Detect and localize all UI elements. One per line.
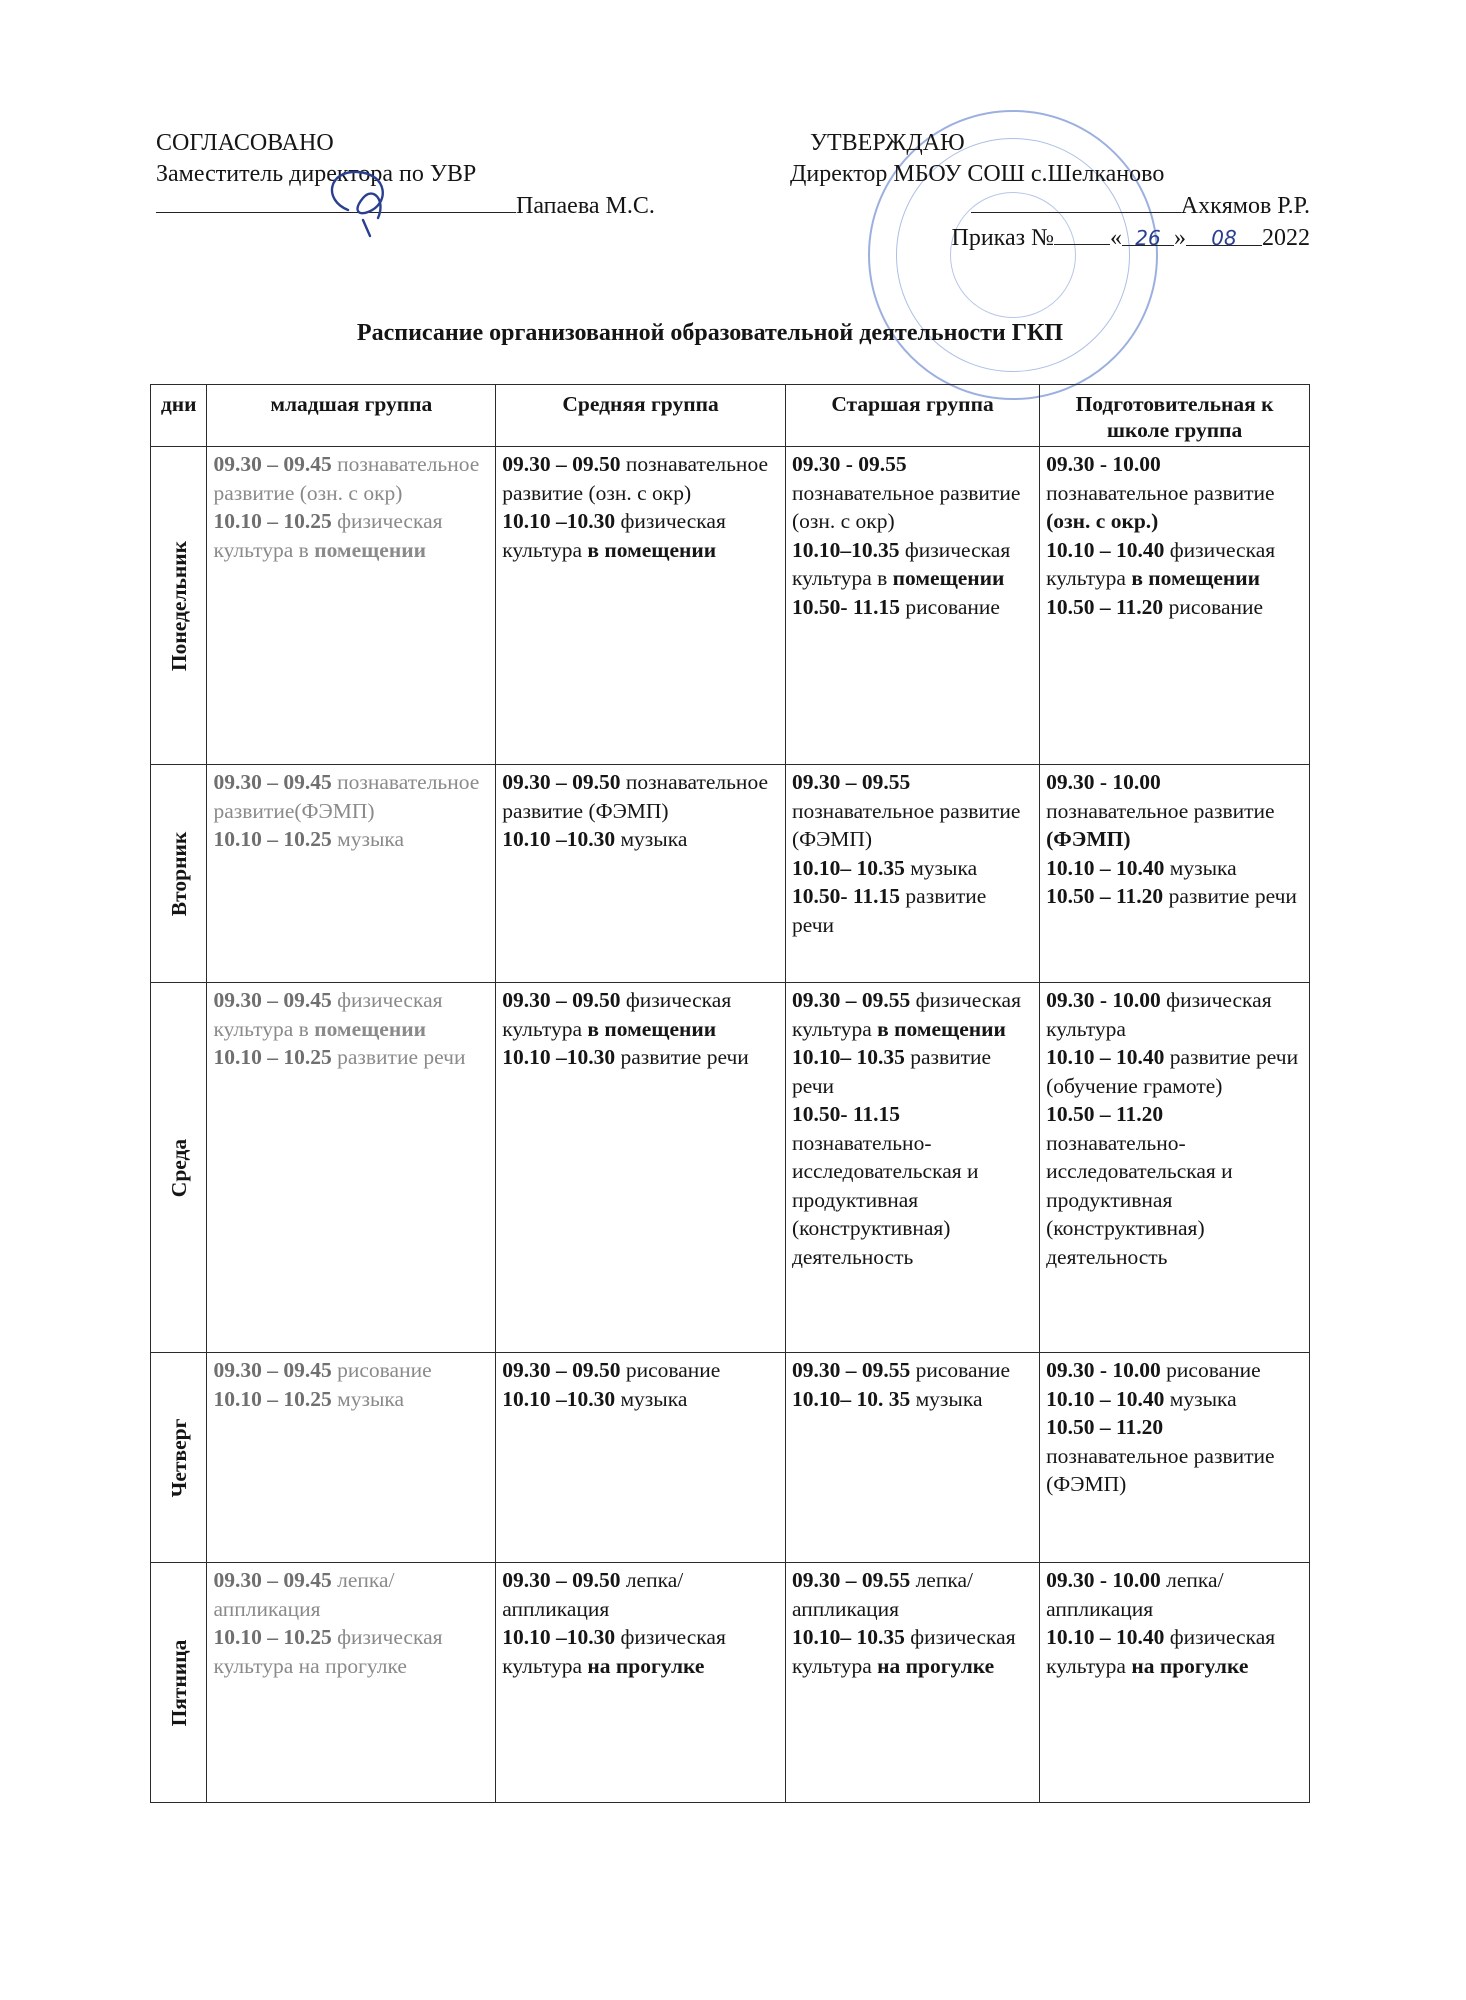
slot-activity: познавательное развитие (озн. с окр) [213, 452, 480, 505]
slot-time: 10.10 –10.30 [502, 1045, 616, 1069]
slot-location: на прогулке [587, 1653, 705, 1678]
slot-time: 09.30 - 09.55 [791, 452, 907, 476]
slot-activity: физическая культура [1046, 1625, 1276, 1678]
activity-slot [792, 593, 1033, 622]
schedule-cell-senior [785, 447, 1039, 765]
schedule-cell-prep [1040, 983, 1310, 1353]
slot-time: 10.50 – 11.20 [1046, 884, 1164, 908]
slot-activity: физическая культура [502, 1625, 726, 1678]
schedule-cell-prep [1040, 1563, 1310, 1803]
slot-activity: развитие речи [791, 1045, 992, 1098]
slot-activity: познавательное развитие (ФЭМП) [791, 798, 1021, 851]
slot-activity: музыка [620, 827, 688, 851]
slot-time: 10.10 – 10.25 [213, 827, 332, 851]
slot-location: помещении [314, 537, 426, 562]
activity-slot [792, 882, 1033, 939]
slot-activity: физическая культура [1046, 988, 1272, 1041]
approval-right [790, 128, 1310, 254]
schedule-cell-senior [785, 765, 1039, 983]
activity-slot [213, 1356, 489, 1385]
order-year: 2022 [1262, 225, 1310, 251]
activity-slot [213, 986, 489, 1043]
activity-slot [1046, 882, 1303, 911]
slot-time: 09.30 – 09.45 [213, 452, 332, 476]
schedule-cell-prep [1040, 447, 1310, 765]
activity-slot [213, 768, 489, 825]
slot-activity: познавательно-исследовательская и продуктивная (конструктивная) деятельность [1046, 1130, 1233, 1269]
slot-time: 09.30 – 09.50 [502, 988, 621, 1012]
slot-time: 09.30 – 09.55 [791, 988, 911, 1012]
slot-time: 09.30 - 10.00 [1046, 1568, 1161, 1592]
slot-location: в помещении [877, 1016, 1006, 1041]
slot-time: 09.30 – 09.50 [502, 1358, 621, 1382]
slot-location: на прогулке [877, 1653, 995, 1678]
activity-slot [502, 450, 779, 507]
slot-time: 10.10 –10.30 [502, 827, 616, 851]
slot-time: 09.30 – 09.50 [502, 1568, 621, 1592]
activity-slot [502, 1385, 779, 1414]
activity-slot [792, 450, 1033, 536]
slot-time: 10.10– 10.35 [791, 1045, 905, 1069]
activity-slot [502, 768, 779, 825]
deputy-position: Заместитель директора по УВР [156, 161, 477, 187]
slot-activity: рисование [625, 1358, 721, 1382]
activity-slot [1046, 1413, 1303, 1499]
day-cell [151, 983, 207, 1353]
activity-slot [1046, 1566, 1303, 1623]
day-label: Вторник [166, 831, 191, 916]
day-cell [151, 1353, 207, 1563]
activity-slot [792, 854, 1033, 883]
slot-activity: развитие речи [337, 1045, 466, 1069]
slot-activity: познавательное развитие (озн. с окр) [502, 452, 768, 505]
activity-slot [213, 1043, 489, 1072]
slot-time: 10.50- 11.15 [791, 594, 901, 619]
slot-activity: лепка/ аппликация [791, 1568, 973, 1621]
schedule-cell-junior [207, 1353, 496, 1563]
slot-activity: развитие речи [620, 1045, 749, 1069]
slot-location: в помещении [587, 1016, 717, 1041]
slot-activity: музыка [1169, 1386, 1237, 1411]
schedule-table [150, 384, 1310, 1803]
slot-time: 10.10 – 10.25 [213, 509, 332, 533]
day-row [151, 983, 1310, 1353]
day-cell [151, 447, 207, 765]
day-row [151, 447, 1310, 765]
slot-activity: физическая культура в [213, 509, 443, 562]
activity-slot [213, 507, 489, 564]
slot-time: 10.10– 10. 35 [791, 1386, 911, 1411]
activity-slot [792, 1566, 1033, 1623]
slot-activity: познавательное развитие (ФЭМП) [1046, 1443, 1275, 1496]
slot-activity: познавательное развитие(ФЭМП) [213, 770, 480, 823]
slot-time: 09.30 – 09.45 [213, 770, 332, 794]
activity-slot [1046, 986, 1303, 1043]
slot-activity: развитие речи [1168, 884, 1297, 908]
deputy-signature-line [156, 190, 716, 222]
slot-time: 09.30 – 09.45 [213, 1568, 332, 1592]
slot-location: в помещении [587, 537, 717, 562]
slot-location: в помещении [1131, 566, 1261, 590]
order-prefix: Приказ № [951, 225, 1054, 251]
slot-activity: физическая культура [1046, 537, 1276, 590]
agreed-label: СОГЛАСОВАНО [156, 130, 334, 156]
slot-time: 09.30 - 10.00 [1046, 1358, 1161, 1382]
activity-slot [792, 768, 1033, 854]
activity-slot [792, 1043, 1033, 1100]
slot-activity: физическая культура [502, 509, 726, 562]
slot-activity: лепка/ аппликация [213, 1568, 395, 1621]
slot-activity: лепка/ аппликация [502, 1568, 684, 1621]
slot-activity: рисование [337, 1358, 432, 1382]
col-header-junior: младшая группа [207, 385, 496, 447]
schedule-cell-prep [1040, 765, 1310, 983]
activity-slot [792, 1623, 1033, 1680]
activity-slot [792, 536, 1033, 593]
slot-time: 10.10– 10.35 [791, 1625, 905, 1649]
schedule-cell-senior [785, 1353, 1039, 1563]
slot-time: 10.10 –10.30 [502, 1625, 616, 1649]
schedule-cell-junior [207, 983, 496, 1353]
slot-activity: познавательное развитие (озн. с окр) [791, 480, 1021, 533]
slot-time: 10.50 – 11.20 [1046, 1415, 1164, 1439]
activity-slot [792, 986, 1033, 1043]
activity-slot [1046, 1623, 1303, 1680]
activity-slot [1046, 854, 1303, 883]
activity-slot [792, 1100, 1033, 1271]
schedule-cell-junior [207, 1563, 496, 1803]
slot-time: 10.10 –10.30 [502, 509, 616, 533]
col-header-prep: Подготовительная к школе группа [1040, 385, 1310, 447]
activity-slot [1046, 450, 1303, 536]
slot-time: 09.30 – 09.55 [791, 1358, 911, 1382]
activity-slot [213, 1623, 489, 1680]
slot-activity: физическая культура [791, 988, 1021, 1041]
slot-activity: музыка [910, 855, 978, 880]
schedule-cell-middle [496, 1353, 786, 1563]
col-header-senior: Старшая группа [785, 385, 1039, 447]
order-line: Приказ № « 26 » 08 2022 [790, 222, 1310, 254]
schedule-cell-middle [496, 1563, 786, 1803]
approve-label: УТВЕРЖДАЮ [810, 130, 965, 156]
slot-time: 09.30 - 10.00 [1046, 452, 1161, 476]
col-header-days: дни [151, 385, 207, 447]
slot-activity: музыка [337, 1386, 405, 1411]
day-row [151, 765, 1310, 983]
activity-slot [1046, 536, 1303, 593]
slot-location: на прогулке [1131, 1653, 1249, 1678]
slot-time: 10.50 – 11.20 [1046, 1102, 1164, 1126]
slot-activity: развитие речи [791, 884, 987, 937]
slot-time: 10.50 – 11.20 [1046, 594, 1164, 619]
slot-activity: музыка [1169, 855, 1237, 880]
activity-slot [1046, 1385, 1303, 1414]
slot-time: 09.30 – 09.50 [502, 770, 621, 794]
slot-time: 10.10 – 10.40 [1046, 1386, 1165, 1411]
activity-slot [213, 450, 489, 507]
slot-location: помещении [892, 566, 1005, 590]
day-label: Среда [166, 1138, 191, 1197]
director-signature-line [790, 190, 1310, 222]
slot-location: помещении [314, 1016, 426, 1041]
activity-slot [213, 1385, 489, 1414]
slot-time: 10.10 – 10.40 [1046, 537, 1165, 562]
activity-slot [502, 1356, 779, 1385]
slot-activity: развитие речи (обучение грамоте) [1046, 1045, 1299, 1098]
slot-time: 10.10 – 10.25 [213, 1386, 332, 1411]
activity-slot [1046, 1356, 1303, 1385]
slot-time: 10.10–10.35 [791, 537, 900, 562]
slot-activity: рисование [1166, 1358, 1261, 1382]
document-title: Расписание организованной образовательной деятельности ГКП [356, 320, 1064, 346]
slot-activity: познавательно-исследовательская и продуктивная (конструктивная) деятельность [791, 1130, 979, 1269]
activity-slot [792, 1385, 1033, 1414]
activity-slot [1046, 1100, 1303, 1271]
director-position: Директор МБОУ СОШ с.Шелканово [790, 161, 1165, 187]
slot-activity: физическая культура на прогулке [213, 1625, 443, 1678]
slot-activity: физическая культура в [213, 988, 443, 1041]
schedule-cell-junior [207, 765, 496, 983]
slot-time: 10.10 – 10.25 [213, 1625, 332, 1649]
order-day: 26 [1135, 226, 1161, 250]
slot-location: (ФЭМП) [1046, 827, 1131, 851]
slot-activity: физическая культура [502, 988, 732, 1041]
slot-time: 10.10 – 10.40 [1046, 855, 1165, 880]
signature-underline [971, 190, 1181, 213]
slot-time: 10.10 – 10.40 [1046, 1045, 1165, 1069]
slot-time: 10.10– 10.35 [791, 855, 905, 880]
day-label: Понедельник [166, 540, 191, 671]
director-name: Ахкямов Р.Р. [1180, 193, 1310, 219]
schedule-cell-middle [496, 447, 786, 765]
slot-activity: рисование [915, 1358, 1011, 1382]
schedule-cell-middle [496, 765, 786, 983]
day-cell [151, 1563, 207, 1803]
slot-activity: рисование [1168, 594, 1264, 619]
activity-slot [1046, 768, 1303, 854]
slot-time: 09.30 – 09.55 [791, 770, 911, 794]
schedule-cell-prep [1040, 1353, 1310, 1563]
col-header-middle: Средняя группа [496, 385, 786, 447]
slot-time: 09.30 – 09.50 [502, 452, 621, 476]
deputy-name: Папаева М.С. [516, 193, 655, 219]
slot-activity: лепка/ аппликация [1046, 1568, 1224, 1621]
handwritten-signature [318, 160, 408, 238]
slot-time: 09.30 - 10.00 [1046, 770, 1161, 794]
slot-time: 10.10 – 10.40 [1046, 1625, 1165, 1649]
schedule-cell-senior [785, 983, 1039, 1353]
activity-slot [502, 1566, 779, 1623]
schedule-cell-junior [207, 447, 496, 765]
activity-slot [1046, 1043, 1303, 1100]
slot-location: (озн. с окр.) [1046, 509, 1159, 533]
day-cell [151, 765, 207, 983]
slot-time: 09.30 - 10.00 [1046, 988, 1161, 1012]
activity-slot [502, 1623, 779, 1680]
activity-slot [1046, 593, 1303, 622]
slot-activity: познавательное развитие (ФЭМП) [502, 770, 768, 823]
activity-slot [502, 825, 779, 854]
slot-time: 10.10 –10.30 [502, 1386, 616, 1411]
slot-time: 10.50- 11.15 [791, 1102, 901, 1126]
slot-time: 10.10 – 10.25 [213, 1045, 332, 1069]
day-label: Четверг [166, 1418, 191, 1497]
day-label: Пятница [166, 1639, 191, 1726]
slot-activity: физическая культура [791, 1625, 1016, 1678]
approval-left [156, 128, 716, 222]
slot-activity: музыка [337, 827, 405, 851]
slot-time: 09.30 – 09.45 [213, 988, 332, 1012]
activity-slot [792, 1356, 1033, 1385]
order-month: 08 [1211, 226, 1237, 250]
header-row [151, 385, 1310, 447]
activity-slot [502, 507, 779, 564]
schedule-cell-middle [496, 983, 786, 1353]
slot-time: 10.50- 11.15 [791, 884, 901, 908]
activity-slot [213, 825, 489, 854]
schedule-cell-senior [785, 1563, 1039, 1803]
slot-activity: физическая культура в [791, 537, 1011, 590]
slot-activity: музыка [915, 1386, 983, 1411]
activity-slot [213, 1566, 489, 1623]
slot-activity: рисование [905, 594, 1000, 619]
day-row [151, 1353, 1310, 1563]
slot-activity: музыка [620, 1386, 688, 1411]
day-row [151, 1563, 1310, 1803]
slot-activity: познавательное развитие [1046, 480, 1275, 505]
slot-activity: познавательное развитие [1046, 798, 1275, 823]
activity-slot [502, 1043, 779, 1072]
slot-time: 09.30 – 09.45 [213, 1358, 332, 1382]
slot-time: 09.30 – 09.55 [791, 1568, 911, 1592]
activity-slot [502, 986, 779, 1043]
